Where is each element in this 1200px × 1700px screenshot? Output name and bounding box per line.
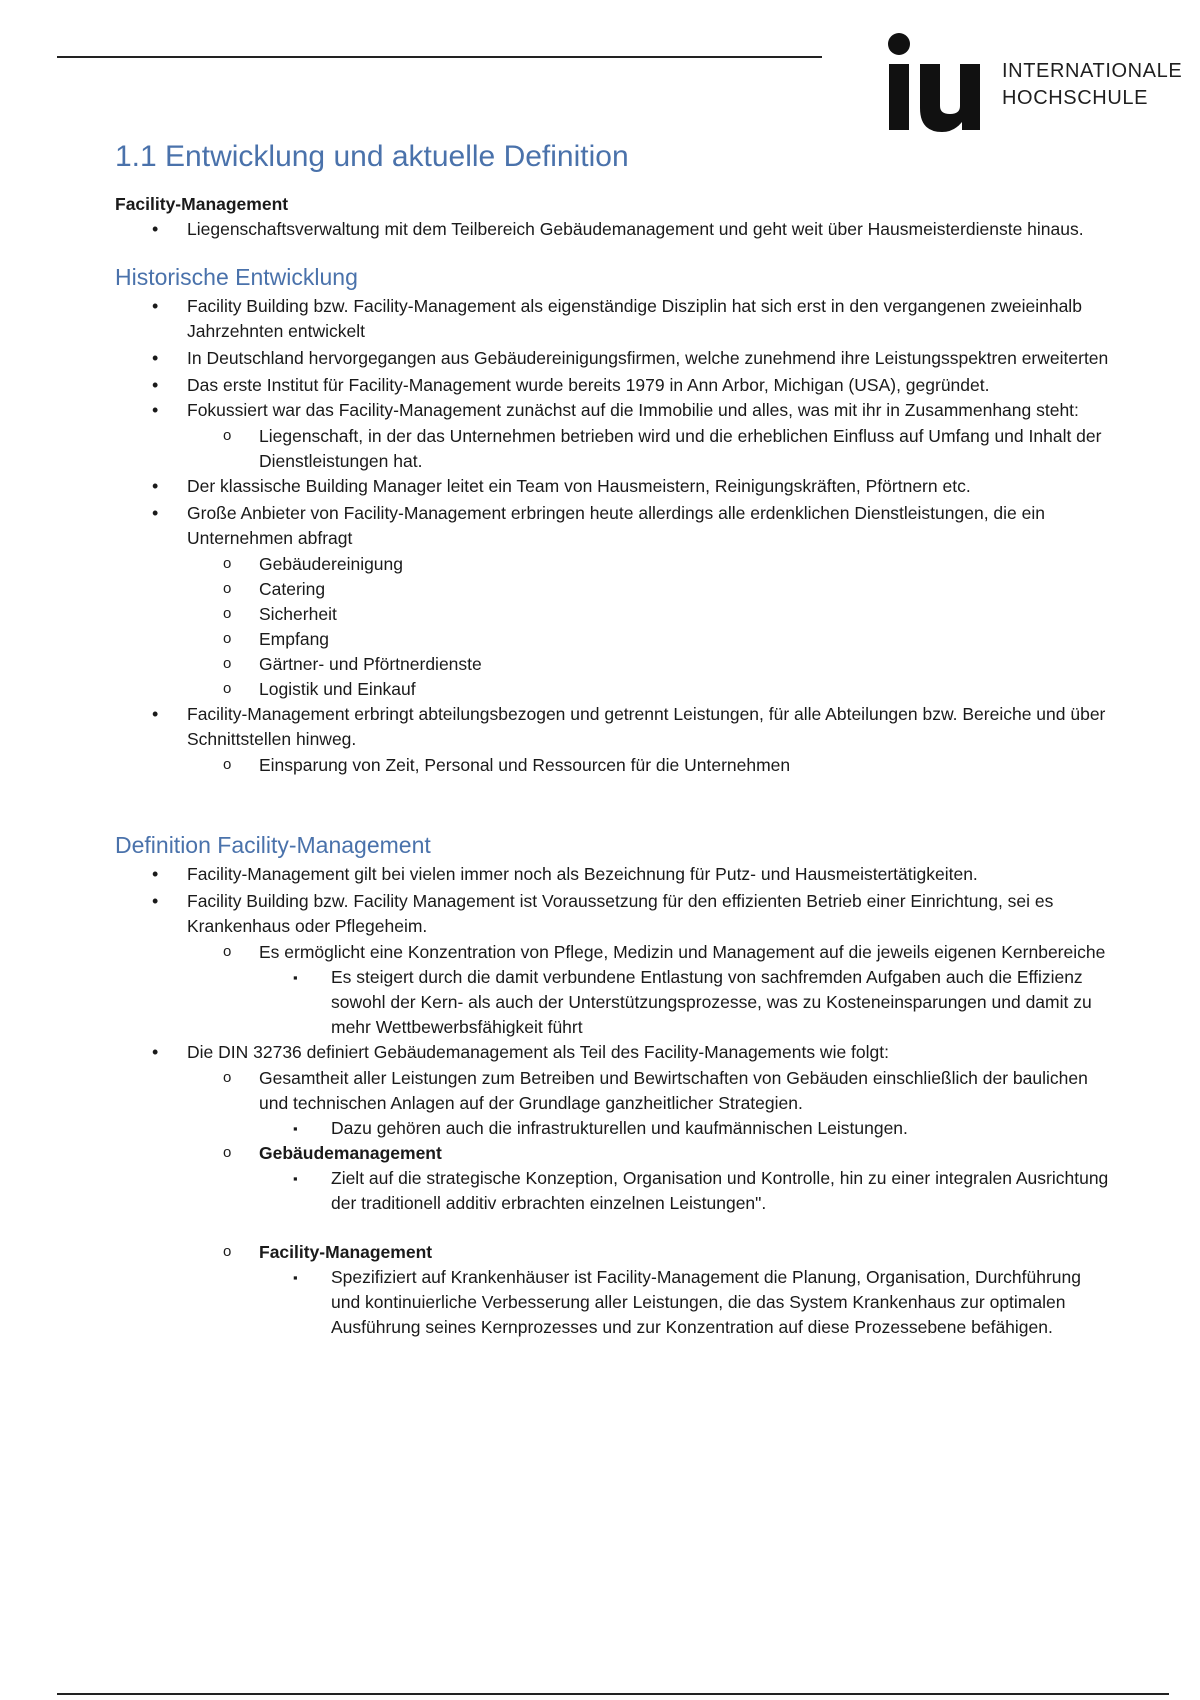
service-item: o Catering bbox=[187, 577, 1115, 602]
sub-list-item bbox=[187, 1240, 1115, 1340]
definition-section bbox=[115, 830, 1115, 1340]
page-title: 1.1 Entwicklung und aktuelle Definition bbox=[115, 140, 629, 173]
sub-sub-list bbox=[259, 965, 1115, 1040]
service-item: o Gebäudereinigung bbox=[187, 552, 1115, 577]
sub-sub-list bbox=[259, 1166, 1115, 1216]
intro-section bbox=[115, 191, 1115, 242]
logo-wordmark bbox=[1002, 58, 1182, 112]
definition-heading: Definition Facility-Management bbox=[115, 832, 431, 858]
iu-logo-mark bbox=[884, 32, 996, 140]
sub-sub-list-item: ▪ Es steigert durch die damit verbundene Entlastung von sachfremden Aufgaben auch die Effizienz sowohl der Kern- als auch der Unterstützungsprozesse, was zu Kosteneinsparungen und damit zu mehr Wettbewerbsfähigkeit führt bbox=[259, 965, 1115, 1040]
sub-list-item: o Einsparung von Zeit, Personal und Ressourcen für die Unternehmen bbox=[187, 753, 1115, 778]
sub-sub-list-item: ▪ Zielt auf die strategische Konzeption, Organisation und Kontrolle, hin zu einer integralen Ausrichtung der traditionell additiv erbrachten einzelnen Leistungen". bbox=[259, 1166, 1115, 1216]
sub-sub-list bbox=[259, 1265, 1115, 1340]
sub-list bbox=[187, 424, 1115, 474]
gebaeudemanagement-label: Gebäudemanagement bbox=[259, 1143, 442, 1163]
header-rule bbox=[57, 56, 822, 58]
iu-logo bbox=[884, 32, 1183, 140]
list-item: • Das erste Institut für Facility-Management wurde bereits 1979 in Ann Arbor, Michigan (USA), gegründet. bbox=[115, 373, 1115, 398]
historie-list bbox=[115, 294, 1115, 778]
list-item: • Facility-Management erbringt abteilungsbezogen und getrennt Leistungen, für alle Abteilungen bzw. Bereiche und über Schnittstellen hinweg. o Einsparung von Zeit, Personal und Ressourcen für die Unternehmen bbox=[115, 702, 1115, 778]
intro-list bbox=[115, 217, 1115, 242]
logo-line-1: INTERNATIONALE bbox=[1002, 60, 1183, 82]
historie-section bbox=[115, 262, 1115, 778]
intro-bullet: • Liegenschaftsverwaltung mit dem Teilbereich Gebäudemanagement und geht weit über Hausmeisterdienste hinaus. bbox=[115, 217, 1115, 242]
service-item: o Empfang bbox=[187, 627, 1115, 652]
service-item: o Logistik und Einkauf bbox=[187, 677, 1115, 702]
services-list bbox=[187, 552, 1115, 702]
sub-list bbox=[187, 940, 1115, 1040]
list-item: • Facility Building bzw. Facility Management ist Voraussetzung für den effizienten Betrieb einer Einrichtung, sei es Krankenhaus oder Pflegeheim. o Es ermöglicht eine Konzentration von Pflege, Medizin und Management auf die jeweils eigenen Kernbereiche ▪ Es steigert durch die damit verbundene Entlastung von sachfremden Aufgaben auch die Effizienz sowohl der Kern- als auch der Unterstützungsprozesse, was zu Kosteneinsparungen und damit zu mehr Wettbewerbsfähigkeit führt bbox=[115, 889, 1115, 1040]
sub-sub-list bbox=[259, 1116, 1115, 1141]
footer-rule bbox=[57, 1693, 1169, 1695]
service-item: o Gärtner- und Pförtnerdienste bbox=[187, 652, 1115, 677]
sub-sub-list-item: ▪ Dazu gehören auch die infrastrukturellen und kaufmännischen Leistungen. bbox=[259, 1116, 1115, 1141]
sub-sub-list-item: ▪ Spezifiziert auf Krankenhäuser ist Facility-Management die Planung, Organisation, Durchführung und kontinuierliche Verbesserung aller Leistungen, die das System Krankenhaus zur optimalen Ausführung seines Kernprozesses und zur Konzentration auf diese Prozessebene befähigen. bbox=[259, 1265, 1115, 1340]
sub-list-item: o Liegenschaft, in der das Unternehmen betrieben wird und die erheblichen Einfluss auf Umfang und Inhalt der Dienstleistungen hat. bbox=[187, 424, 1115, 474]
service-item: o Sicherheit bbox=[187, 602, 1115, 627]
document-body bbox=[115, 135, 1115, 1340]
logo-line-2: HOCHSCHULE bbox=[1002, 87, 1149, 109]
intro-label: Facility-Management bbox=[115, 194, 289, 214]
definition-list bbox=[115, 862, 1115, 1340]
list-item: • Facility Building bzw. Facility-Management als eigenständige Disziplin hat sich erst in den vergangenen zweieinhalb Jahrzehnten entwickelt bbox=[115, 294, 1115, 344]
list-item: • In Deutschland hervorgegangen aus Gebäudereinigungsfirmen, welche zunehmend ihre Leistungsspektren erweiterten bbox=[115, 346, 1115, 371]
list-item: • Fokussiert war das Facility-Management zunächst auf die Immobilie und alles, was mit ihr in Zusammenhang steht: o Liegenschaft, in der das Unternehmen betrieben wird und die erheblichen Einfluss auf Umfang und Inhalt der Dienstleistungen hat. bbox=[115, 398, 1115, 474]
historie-heading: Historische Entwicklung bbox=[115, 264, 358, 290]
sub-list bbox=[187, 1066, 1115, 1340]
list-item: • Große Anbieter von Facility-Management erbringen heute allerdings alle erdenklichen Dienstleistungen, die ein Unternehmen abfragt o Gebäudereinigung o Catering o Sicherheit o Empfang o Gärtner- und Pförtnerdienste o Logistik und Einkauf bbox=[115, 501, 1115, 702]
list-item: • Der klassische Building Manager leitet ein Team von Hausmeistern, Reinigungskräften, Pförtnern etc. bbox=[115, 474, 1115, 499]
sub-list-item: o Es ermöglicht eine Konzentration von Pflege, Medizin und Management auf die jeweils eigenen Kernbereiche ▪ Es steigert durch die damit verbundene Entlastung von sachfremden Aufgaben auch die Effizienz sowohl der Kern- als auch der Unterstützungsprozesse, was zu Kosteneinsparungen und damit zu mehr Wettbewerbsfähigkeit führt bbox=[187, 940, 1115, 1040]
sub-list-item: o Gesamtheit aller Leistungen zum Betreiben und Bewirtschaften von Gebäuden einschließlich der baulichen und technischen Anlagen auf der Grundlage ganzheitlicher Strategien. ▪ Dazu gehören auch die infrastrukturellen und kaufmännischen Leistungen. bbox=[187, 1066, 1115, 1141]
sub-list-item bbox=[187, 1141, 1115, 1216]
facility-management-label: Facility-Management bbox=[259, 1242, 433, 1262]
list-item: • Die DIN 32736 definiert Gebäudemanagement als Teil des Facility-Managements wie folgt: o Gesamtheit aller Leistungen zum Betreiben und Bewirtschaften von Gebäuden einschließlich der baulichen und technischen Anlagen auf der Grundlage ganzheitlicher Strategien. ▪ Dazu gehören auch die infrastrukturellen und kaufmännischen Leistungen. o Gebäudemanagement ▪ Zielt auf die strategische Konzeption, Organisation und Kontrolle, hin zu einer integralen Ausrichtung der traditionell additiv erbrachten einzelnen Leistungen". o Facility-Management ▪ Spezifiziert auf Krankenhäuser ist Facility-Management die Planung, Organisation, Durchführung und kontinuierliche Verbesserung aller Leistungen, die das System Krankenhaus zur optimalen Ausführung seines Kernprozesses und zur Konzentration auf diese Prozessebene befähigen. bbox=[115, 1040, 1115, 1340]
sub-list bbox=[187, 753, 1115, 778]
list-item: • Facility-Management gilt bei vielen immer noch als Bezeichnung für Putz- und Hausmeistertätigkeiten. bbox=[115, 862, 1115, 887]
